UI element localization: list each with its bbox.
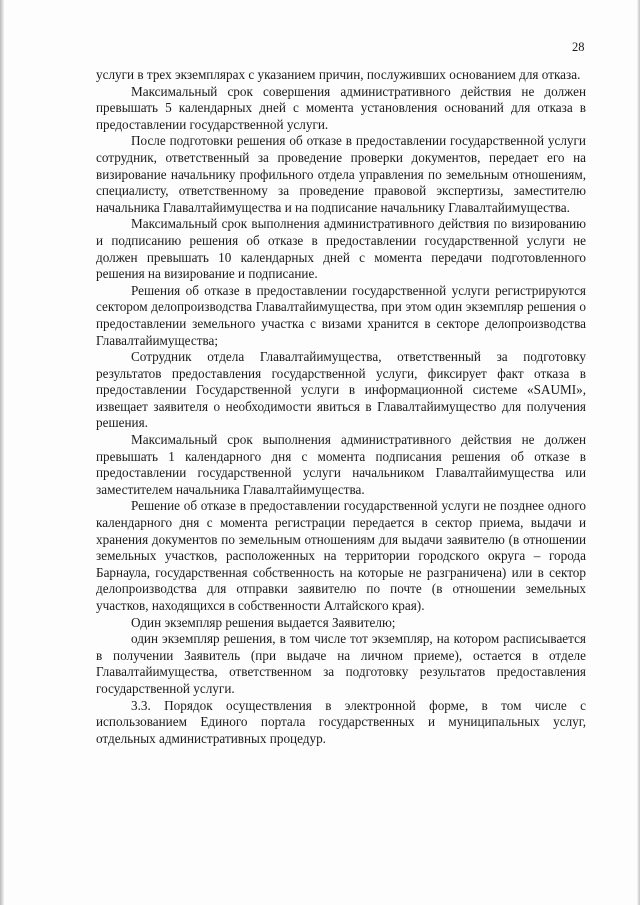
paragraph: После подготовки решения об отказе в предоставлении государственной услуги сотрудник, ответственный за проведение проверки документов, передает его на визирование начальнику профильного отдела управления по земельным отношениям, специалисту, ответственному за проведение правовой экспертизы, заместителю начальника Главалтайимущества и на подписание начальнику Главалтайимущества.	[96, 133, 586, 215]
section-heading-paragraph: 3.3. Порядок осуществления в электронной форме, в том числе с использованием Единого портала государственных и муниципальных услуг, отдельных административных процедур.	[96, 697, 586, 746]
paragraph-continuation: услуги в трех экземплярах с указанием причин, послуживших основанием для отказа.	[96, 67, 581, 82]
paragraph: Решение об отказе в предоставлении государственной услуги не позднее одного календарного дня с момента регистрации передается в сектор приема, выдачи и хранения документов по земельным отношениям для выдачи заявителю (в отношении земельных участков, расположенных на территории городского округа – города Барнаула, государственная собственность на которые не разграничена) или в сектор делопроизводства для отправки заявителю по почте (в отношении земельных участков, находящихся в собственности Алтайского края).	[96, 498, 586, 613]
paragraph: Максимальный срок выполнения административного действия по визированию и подписанию решения об отказе в предоставлении государственной услуги не должен превышать 10 календарных дней с момента передачи подготовленного решения на визирование и подписание.	[96, 216, 586, 282]
page-number: 28	[572, 40, 585, 54]
scan-left-edge	[0, 0, 4, 905]
paragraph: Один экземпляр решения выдается Заявителю;	[131, 614, 396, 630]
document-body	[96, 67, 586, 747]
paragraph: один экземпляр решения, в том числе тот экземпляр, на котором расписывается в получении Заявитель (при выдаче на личном приеме), остается в отделе Главалтайимущества, ответственном за подготовку результатов предоставления государственной услуги.	[96, 631, 586, 696]
paragraph: Сотрудник отдела Главалтайимущества, ответственный за подготовку результатов предоставления государственной услуги, фиксирует факт отказа в предоставлении Государственной услуги в информационной системе «SAUMI», извещает заявителя о необходимости явиться в Главалтайимущество для получения решения.	[96, 349, 586, 431]
paragraph: Решения об отказе в предоставлении государственной услуги регистрируются сектором делопроизводства Главалтайимущества, при этом один экземпляр решения о предоставлении земельного участка с визами хранится в секторе делопроизводства Главалтайимущества;	[96, 282, 586, 348]
paragraph: Максимальный срок совершения административного действия не должен превышать 5 календарных дней с момента установления оснований для отказа в предоставлении государственной услуги.	[96, 83, 586, 132]
paragraph: Максимальный срок выполнения административного действия не должен превышать 1 календарного дня с момента подписания решения об отказе в предоставлении государственной услуги начальником Главалтайимущества или заместителем начальника Главалтайимущества.	[96, 432, 586, 497]
